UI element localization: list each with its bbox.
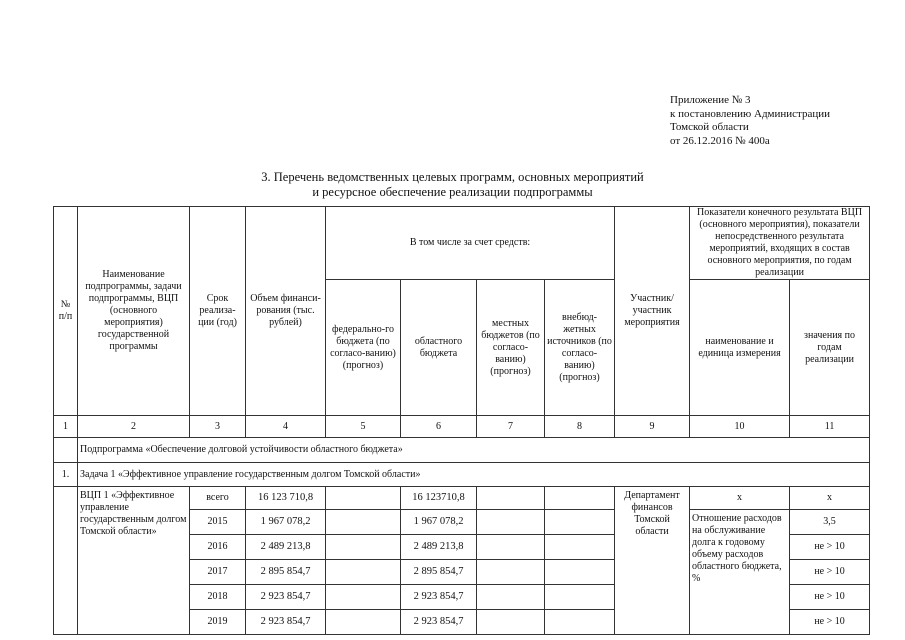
- column-number: 6: [401, 416, 477, 438]
- subprogram-row: [54, 438, 870, 463]
- cell-local: [477, 585, 545, 610]
- cell-local: [477, 560, 545, 585]
- column-number: 9: [615, 416, 690, 438]
- cell-period: 2018: [190, 585, 246, 610]
- column-number: 10: [690, 416, 790, 438]
- cell-indicator-value: не > 10: [790, 610, 870, 635]
- cell-federal: [326, 510, 401, 535]
- cell-volume: 2 895 854,7: [246, 560, 326, 585]
- cell-indicator-value: не > 10: [790, 585, 870, 610]
- cell-volume: 16 123 710,8: [246, 487, 326, 510]
- appendix-line: Приложение № 3: [670, 94, 751, 106]
- header-extrabudget: внебюд-жетных источников (по согласо-ванию) (прогноз): [545, 280, 615, 416]
- cell-local: [477, 535, 545, 560]
- cell-indicator-name: х: [690, 487, 790, 510]
- column-number-row: [54, 416, 870, 438]
- document-title: [0, 170, 905, 200]
- cell-regional: 16 123710,8: [401, 487, 477, 510]
- cell-regional: 2 923 854,7: [401, 610, 477, 635]
- column-number: 8: [545, 416, 615, 438]
- cell-indicator-value: х: [790, 487, 870, 510]
- cell-extra: [545, 487, 615, 510]
- cell-regional: 2 923 854,7: [401, 585, 477, 610]
- cell-period: всего: [190, 487, 246, 510]
- cell-local: [477, 510, 545, 535]
- cell-federal: [326, 535, 401, 560]
- column-number: 2: [78, 416, 190, 438]
- cell-regional: 2 489 213,8: [401, 535, 477, 560]
- title-line-1: 3. Перечень ведомственных целевых программ, основных мероприятий: [261, 170, 644, 184]
- appendix-note: [670, 94, 830, 148]
- cell-extra: [545, 510, 615, 535]
- header-including: В том числе за счет средств:: [326, 207, 615, 280]
- header-num: № п/п: [54, 207, 78, 416]
- cell-extra: [545, 535, 615, 560]
- cell-federal: [326, 610, 401, 635]
- cell-extra: [545, 560, 615, 585]
- column-number: 5: [326, 416, 401, 438]
- header-regional: областного бюджета: [401, 280, 477, 416]
- cell-regional: 1 967 078,2: [401, 510, 477, 535]
- cell-indicator-value: 3,5: [790, 510, 870, 535]
- cell-federal: [326, 585, 401, 610]
- program-table: [53, 206, 870, 635]
- cell-federal: [326, 560, 401, 585]
- cell-period: 2016: [190, 535, 246, 560]
- task-num: 1.: [54, 463, 78, 487]
- appendix-line: от 26.12.2016 № 400а: [670, 134, 770, 147]
- table-row: [54, 487, 870, 510]
- header-local: местных бюджетов (по согласо-ванию) (прогноз): [477, 280, 545, 416]
- header-name: Наименование подпрограммы, задачи подпрограммы, ВЦП (основного мероприятия) государственной программы: [78, 207, 190, 416]
- cell-volume: 2 923 854,7: [246, 610, 326, 635]
- header-period: Срок реализа-ции (год): [190, 207, 246, 416]
- header-indicators: Показатели конечного результата ВЦП (основного мероприятия), показатели непосредственного результата мероприятий, входящих в состав основного мероприятия, по годам реализации: [690, 207, 870, 280]
- cell-regional: 2 895 854,7: [401, 560, 477, 585]
- cell-indicator-value: не > 10: [790, 535, 870, 560]
- header-indicator-values: значения по годам реализации: [790, 280, 870, 416]
- cell-period: 2017: [190, 560, 246, 585]
- appendix-line: Томской области: [670, 121, 749, 133]
- task-title: Задача 1 «Эффективное управление государственным долгом Томской области»: [78, 463, 870, 487]
- cell-federal: [326, 487, 401, 510]
- cell-period: 2019: [190, 610, 246, 635]
- cell-period: 2015: [190, 510, 246, 535]
- cell-indicator-value: не > 10: [790, 560, 870, 585]
- cell-extra: [545, 610, 615, 635]
- header-indicator-name: наименование и единица измерения: [690, 280, 790, 416]
- appendix-line: к постановлению Администрации: [670, 107, 831, 120]
- header-volume: Объем финанси-рования (тыс. рублей): [246, 207, 326, 416]
- cell-extra: [545, 585, 615, 610]
- cell-volume: 2 489 213,8: [246, 535, 326, 560]
- task-row: [54, 463, 870, 487]
- cell-volume: 2 923 854,7: [246, 585, 326, 610]
- header-federal: федерально-го бюджета (по согласо-ванию) (прогноз): [326, 280, 401, 416]
- title-line-2: и ресурсное обеспечение реализации подпрограммы: [312, 185, 593, 199]
- cell-local: [477, 487, 545, 510]
- column-number: 4: [246, 416, 326, 438]
- vcp-name: ВЦП 1 «Эффективное управление государственным долгом Томской области»: [78, 487, 190, 635]
- vcp-participant: Департамент финансов Томской области: [615, 487, 690, 635]
- cell-local: [477, 610, 545, 635]
- header-participant: Участник/ участник мероприятия: [615, 207, 690, 416]
- vcp-indicator: Отношение расходов на обслуживание долга к годовому объему расходов областного бюджета, %: [690, 510, 790, 635]
- subprogram-title: Подпрограмма «Обеспечение долговой устойчивости областного бюджета»: [78, 438, 870, 463]
- column-number: 3: [190, 416, 246, 438]
- column-number: 11: [790, 416, 870, 438]
- column-number: 1: [54, 416, 78, 438]
- column-number: 7: [477, 416, 545, 438]
- cell-volume: 1 967 078,2: [246, 510, 326, 535]
